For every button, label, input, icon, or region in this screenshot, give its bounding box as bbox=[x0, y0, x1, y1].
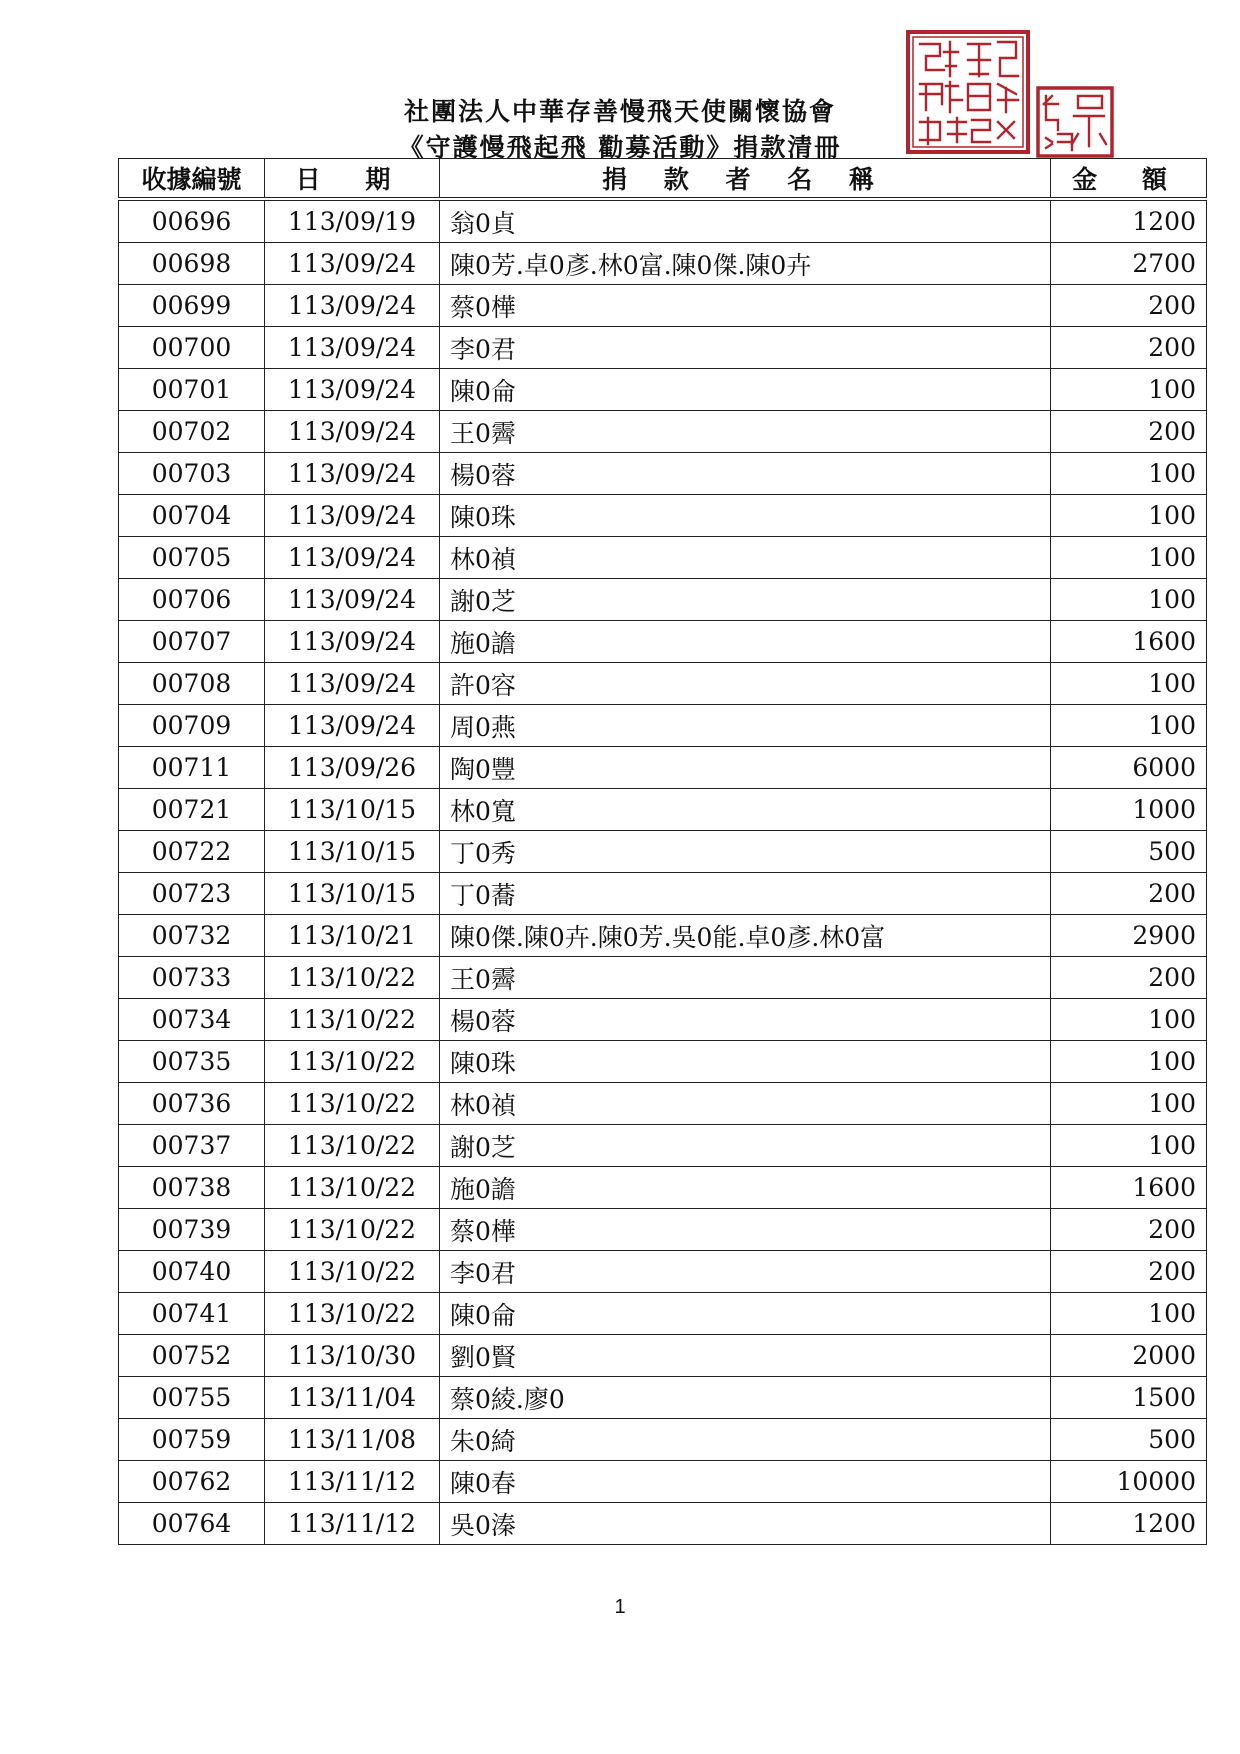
amount-cell: 200 bbox=[1051, 411, 1207, 453]
table-row bbox=[119, 1503, 1207, 1545]
table-row bbox=[119, 1083, 1207, 1125]
date-cell: 113/09/26 bbox=[265, 747, 440, 789]
table-row bbox=[119, 537, 1207, 579]
donor-name-cell: 蔡0綾.廖0 bbox=[440, 1377, 1051, 1419]
amount-cell: 200 bbox=[1051, 957, 1207, 999]
donor-name-cell: 楊0蓉 bbox=[440, 453, 1051, 495]
representative-seal-icon bbox=[1038, 88, 1112, 156]
amount-cell: 100 bbox=[1051, 1293, 1207, 1335]
amount-cell: 1000 bbox=[1051, 789, 1207, 831]
receipt-no-cell: 00703 bbox=[119, 453, 265, 495]
amount-cell: 500 bbox=[1051, 1419, 1207, 1461]
table-row bbox=[119, 705, 1207, 747]
date-cell: 113/10/22 bbox=[265, 957, 440, 999]
table-row bbox=[119, 579, 1207, 621]
receipt-no-cell: 00709 bbox=[119, 705, 265, 747]
donor-name-cell: 朱0綺 bbox=[440, 1419, 1051, 1461]
donor-name-cell: 陳0珠 bbox=[440, 495, 1051, 537]
donor-name-cell: 陳0春 bbox=[440, 1461, 1051, 1503]
donor-name-cell: 蔡0樺 bbox=[440, 1209, 1051, 1251]
amount-cell: 100 bbox=[1051, 1125, 1207, 1167]
donor-name-cell: 許0容 bbox=[440, 663, 1051, 705]
donor-name-cell: 林0寬 bbox=[440, 789, 1051, 831]
donor-name-cell: 周0燕 bbox=[440, 705, 1051, 747]
register-title: 《守護慢飛起飛 勸募活動》捐款清冊 bbox=[398, 133, 842, 162]
donor-name-cell: 李0君 bbox=[440, 327, 1051, 369]
date-cell: 113/10/15 bbox=[265, 873, 440, 915]
amount-cell: 100 bbox=[1051, 495, 1207, 537]
amount-cell: 1200 bbox=[1051, 199, 1207, 243]
table-row bbox=[119, 1461, 1207, 1503]
amount-cell: 200 bbox=[1051, 1251, 1207, 1293]
donor-name-cell: 王0霽 bbox=[440, 411, 1051, 453]
amount-cell: 500 bbox=[1051, 831, 1207, 873]
amount-cell: 100 bbox=[1051, 369, 1207, 411]
amount-cell: 100 bbox=[1051, 705, 1207, 747]
receipt-no-cell: 00739 bbox=[119, 1209, 265, 1251]
column-header-amount: 金 額 bbox=[1051, 159, 1207, 200]
date-cell: 113/09/24 bbox=[265, 537, 440, 579]
receipt-no-cell: 00723 bbox=[119, 873, 265, 915]
date-cell: 113/11/08 bbox=[265, 1419, 440, 1461]
official-seals bbox=[906, 30, 1116, 160]
amount-cell: 100 bbox=[1051, 579, 1207, 621]
amount-cell: 1600 bbox=[1051, 1167, 1207, 1209]
table-row bbox=[119, 873, 1207, 915]
date-cell: 113/09/24 bbox=[265, 411, 440, 453]
table-row bbox=[119, 915, 1207, 957]
receipt-no-cell: 00711 bbox=[119, 747, 265, 789]
receipt-no-cell: 00706 bbox=[119, 579, 265, 621]
organization-title: 社團法人中華存善慢飛天使關懷協會 bbox=[403, 97, 836, 126]
date-cell: 113/11/12 bbox=[265, 1503, 440, 1545]
table-row bbox=[119, 747, 1207, 789]
receipt-no-cell: 00701 bbox=[119, 369, 265, 411]
amount-cell: 100 bbox=[1051, 1041, 1207, 1083]
receipt-no-cell: 00740 bbox=[119, 1251, 265, 1293]
date-cell: 113/10/22 bbox=[265, 1251, 440, 1293]
amount-cell: 100 bbox=[1051, 537, 1207, 579]
table-row bbox=[119, 1419, 1207, 1461]
date-cell: 113/10/22 bbox=[265, 1083, 440, 1125]
donor-name-cell: 丁0蕎 bbox=[440, 873, 1051, 915]
table-row bbox=[119, 495, 1207, 537]
receipt-no-cell: 00708 bbox=[119, 663, 265, 705]
date-cell: 113/11/04 bbox=[265, 1377, 440, 1419]
receipt-no-cell: 00735 bbox=[119, 1041, 265, 1083]
date-cell: 113/09/24 bbox=[265, 621, 440, 663]
table-row bbox=[119, 957, 1207, 999]
donor-name-cell: 陳0侖 bbox=[440, 1293, 1051, 1335]
receipt-no-cell: 00752 bbox=[119, 1335, 265, 1377]
date-cell: 113/09/24 bbox=[265, 495, 440, 537]
donor-name-cell: 陳0珠 bbox=[440, 1041, 1051, 1083]
table-row bbox=[119, 1293, 1207, 1335]
table-row bbox=[119, 411, 1207, 453]
table-row bbox=[119, 663, 1207, 705]
date-cell: 113/09/24 bbox=[265, 453, 440, 495]
association-seal-icon bbox=[908, 32, 1028, 152]
donor-name-cell: 丁0秀 bbox=[440, 831, 1051, 873]
date-cell: 113/10/22 bbox=[265, 1293, 440, 1335]
amount-cell: 200 bbox=[1051, 1209, 1207, 1251]
amount-cell: 100 bbox=[1051, 1083, 1207, 1125]
receipt-no-cell: 00702 bbox=[119, 411, 265, 453]
date-cell: 113/10/21 bbox=[265, 915, 440, 957]
receipt-no-cell: 00704 bbox=[119, 495, 265, 537]
donation-register-table bbox=[118, 158, 1207, 1545]
donor-name-cell: 劉0賢 bbox=[440, 1335, 1051, 1377]
donor-name-cell: 謝0芝 bbox=[440, 579, 1051, 621]
donor-name-cell: 陳0傑.陳0卉.陳0芳.吳0能.卓0彥.林0富 bbox=[440, 915, 1051, 957]
amount-cell: 2000 bbox=[1051, 1335, 1207, 1377]
amount-cell: 200 bbox=[1051, 285, 1207, 327]
table-row bbox=[119, 621, 1207, 663]
date-cell: 113/09/24 bbox=[265, 285, 440, 327]
amount-cell: 100 bbox=[1051, 453, 1207, 495]
date-cell: 113/10/22 bbox=[265, 1209, 440, 1251]
receipt-no-cell: 00741 bbox=[119, 1293, 265, 1335]
amount-cell: 6000 bbox=[1051, 747, 1207, 789]
donor-name-cell: 林0禎 bbox=[440, 1083, 1051, 1125]
table-row bbox=[119, 199, 1207, 243]
date-cell: 113/09/24 bbox=[265, 243, 440, 285]
receipt-no-cell: 00737 bbox=[119, 1125, 265, 1167]
date-cell: 113/09/24 bbox=[265, 369, 440, 411]
table-row bbox=[119, 1209, 1207, 1251]
date-cell: 113/10/22 bbox=[265, 1125, 440, 1167]
receipt-no-cell: 00732 bbox=[119, 915, 265, 957]
table-row bbox=[119, 285, 1207, 327]
amount-cell: 100 bbox=[1051, 663, 1207, 705]
header-row bbox=[119, 159, 1207, 200]
amount-cell: 200 bbox=[1051, 327, 1207, 369]
table-row bbox=[119, 1125, 1207, 1167]
table-row bbox=[119, 327, 1207, 369]
receipt-no-cell: 00698 bbox=[119, 243, 265, 285]
date-cell: 113/09/24 bbox=[265, 327, 440, 369]
column-header-donor-name: 捐 款 者 名 稱 bbox=[440, 159, 1051, 200]
donor-name-cell: 陳0侖 bbox=[440, 369, 1051, 411]
amount-cell: 2900 bbox=[1051, 915, 1207, 957]
donor-name-cell: 施0譫 bbox=[440, 1167, 1051, 1209]
amount-cell: 1600 bbox=[1051, 621, 1207, 663]
date-cell: 113/10/15 bbox=[265, 789, 440, 831]
donor-name-cell: 王0霽 bbox=[440, 957, 1051, 999]
date-cell: 113/10/22 bbox=[265, 999, 440, 1041]
page-number: 1 bbox=[614, 1596, 626, 1618]
table-row bbox=[119, 1041, 1207, 1083]
table-row bbox=[119, 369, 1207, 411]
receipt-no-cell: 00696 bbox=[119, 199, 265, 243]
date-cell: 113/09/19 bbox=[265, 199, 440, 243]
receipt-no-cell: 00721 bbox=[119, 789, 265, 831]
receipt-no-cell: 00705 bbox=[119, 537, 265, 579]
receipt-no-cell: 00759 bbox=[119, 1419, 265, 1461]
column-header-date: 日 期 bbox=[265, 159, 440, 200]
table-row bbox=[119, 1377, 1207, 1419]
date-cell: 113/09/24 bbox=[265, 663, 440, 705]
donor-name-cell: 施0譫 bbox=[440, 621, 1051, 663]
donor-name-cell: 林0禎 bbox=[440, 537, 1051, 579]
amount-cell: 1500 bbox=[1051, 1377, 1207, 1419]
receipt-no-cell: 00699 bbox=[119, 285, 265, 327]
receipt-no-cell: 00707 bbox=[119, 621, 265, 663]
date-cell: 113/10/22 bbox=[265, 1041, 440, 1083]
receipt-no-cell: 00762 bbox=[119, 1461, 265, 1503]
donor-name-cell: 翁0貞 bbox=[440, 199, 1051, 243]
table-body bbox=[119, 199, 1207, 1545]
date-cell: 113/10/22 bbox=[265, 1167, 440, 1209]
receipt-no-cell: 00722 bbox=[119, 831, 265, 873]
column-header-receipt-no: 收據編號 bbox=[119, 159, 265, 200]
amount-cell: 200 bbox=[1051, 873, 1207, 915]
date-cell: 113/11/12 bbox=[265, 1461, 440, 1503]
amount-cell: 100 bbox=[1051, 999, 1207, 1041]
date-cell: 113/10/15 bbox=[265, 831, 440, 873]
receipt-no-cell: 00700 bbox=[119, 327, 265, 369]
amount-cell: 1200 bbox=[1051, 1503, 1207, 1545]
amount-cell: 2700 bbox=[1051, 243, 1207, 285]
receipt-no-cell: 00734 bbox=[119, 999, 265, 1041]
table-row bbox=[119, 1167, 1207, 1209]
table-row bbox=[119, 831, 1207, 873]
table-row bbox=[119, 789, 1207, 831]
donor-name-cell: 楊0蓉 bbox=[440, 999, 1051, 1041]
document-header bbox=[0, 0, 1240, 160]
donor-name-cell: 陶0豐 bbox=[440, 747, 1051, 789]
date-cell: 113/09/24 bbox=[265, 705, 440, 747]
table-row bbox=[119, 1335, 1207, 1377]
receipt-no-cell: 00738 bbox=[119, 1167, 265, 1209]
amount-cell: 10000 bbox=[1051, 1461, 1207, 1503]
donor-name-cell: 吳0溱 bbox=[440, 1503, 1051, 1545]
receipt-no-cell: 00736 bbox=[119, 1083, 265, 1125]
table-row bbox=[119, 243, 1207, 285]
date-cell: 113/10/30 bbox=[265, 1335, 440, 1377]
donor-name-cell: 李0君 bbox=[440, 1251, 1051, 1293]
date-cell: 113/09/24 bbox=[265, 579, 440, 621]
receipt-no-cell: 00764 bbox=[119, 1503, 265, 1545]
donor-name-cell: 蔡0樺 bbox=[440, 285, 1051, 327]
table-row bbox=[119, 453, 1207, 495]
table-header bbox=[119, 159, 1207, 200]
table-row bbox=[119, 1251, 1207, 1293]
donor-name-cell: 陳0芳.卓0彥.林0富.陳0傑.陳0卉 bbox=[440, 243, 1051, 285]
donor-name-cell: 謝0芝 bbox=[440, 1125, 1051, 1167]
receipt-no-cell: 00733 bbox=[119, 957, 265, 999]
table-row bbox=[119, 999, 1207, 1041]
receipt-no-cell: 00755 bbox=[119, 1377, 265, 1419]
